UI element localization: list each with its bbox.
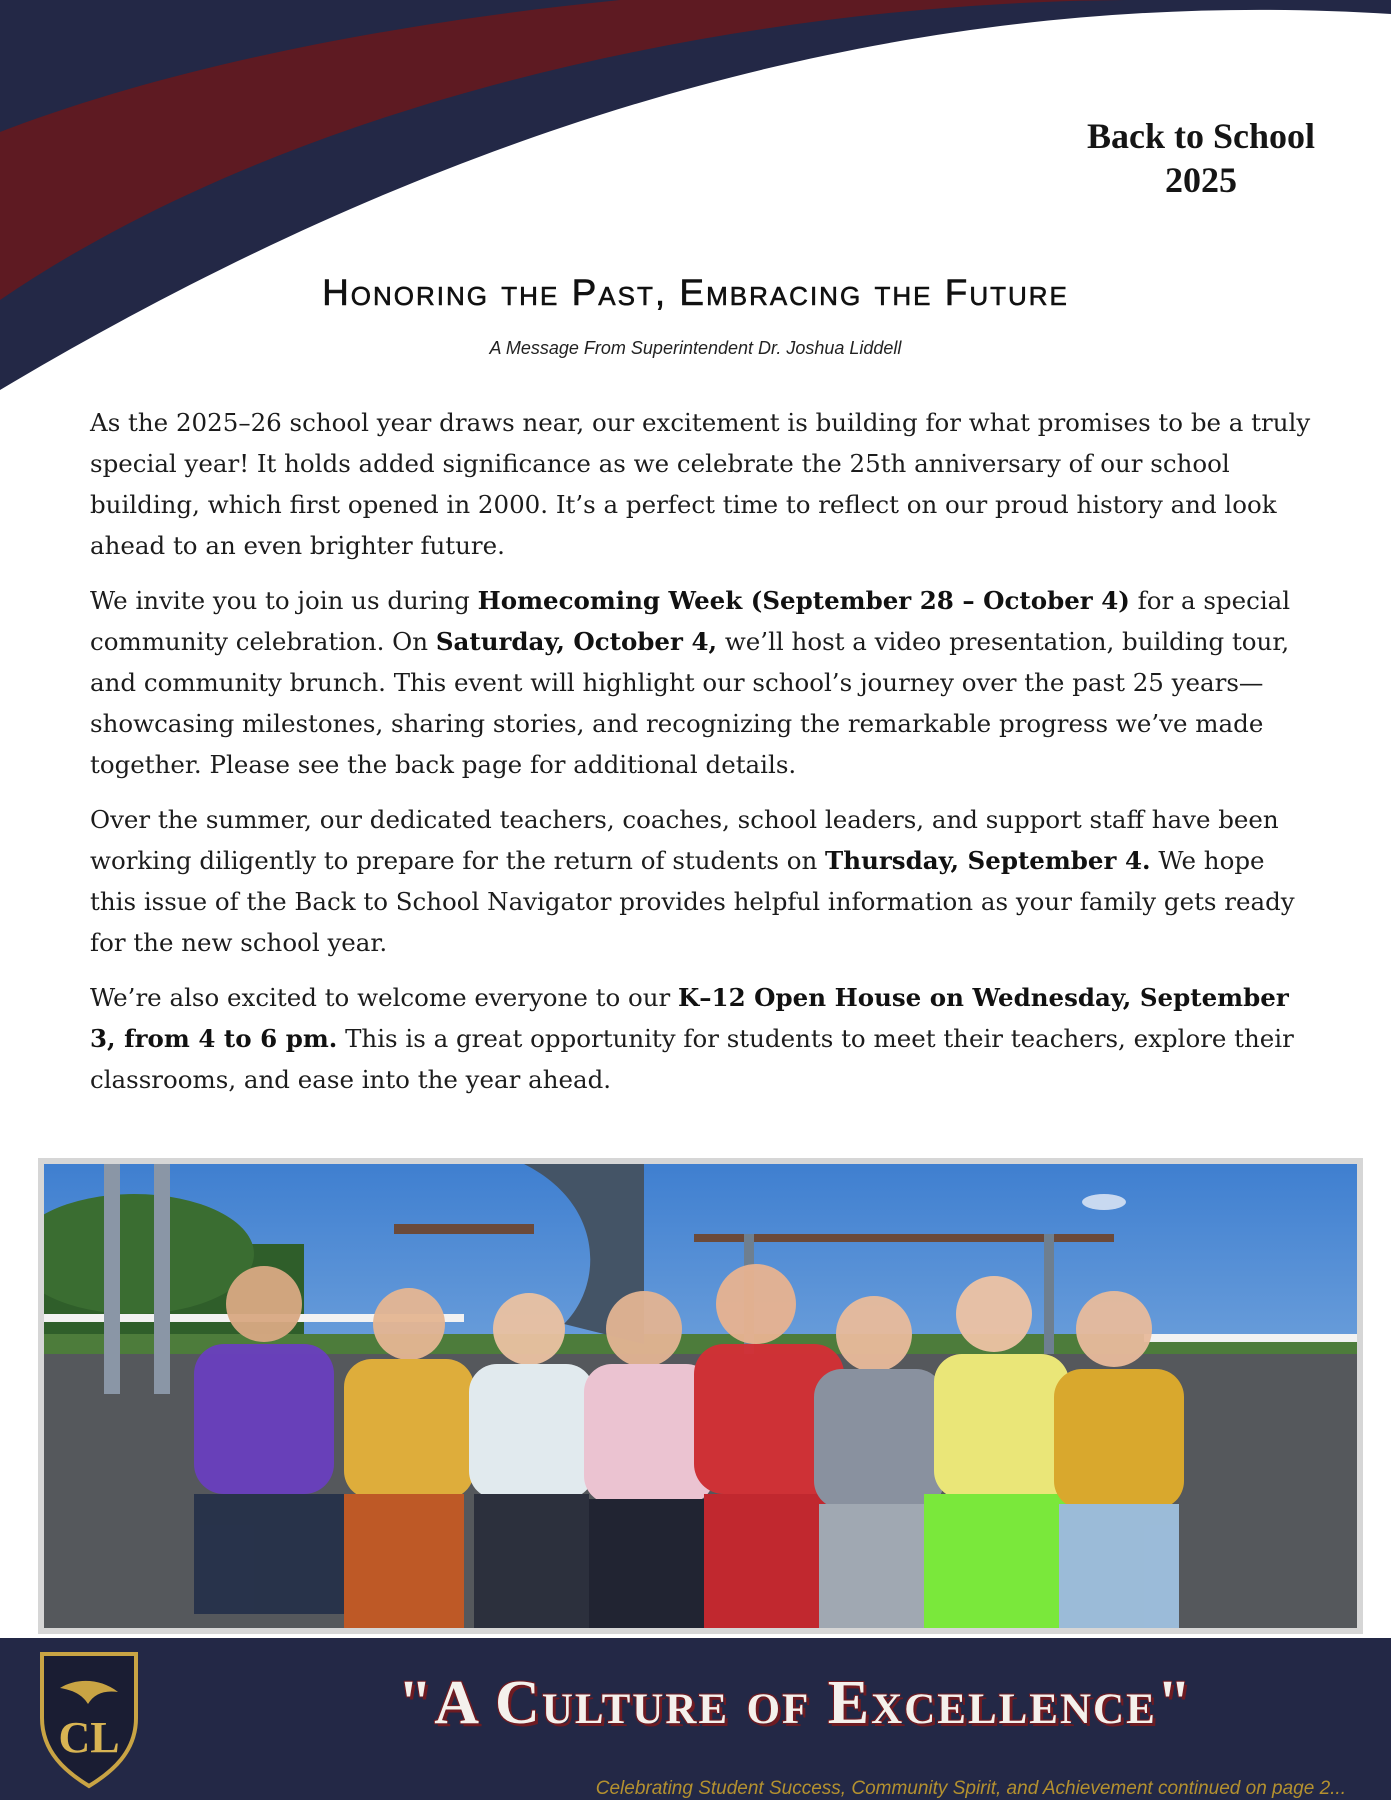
continued-tagline: Celebrating Student Success, Community Spirit, and Achievement continued on page 2...	[595, 1778, 1346, 1799]
text-run: We’re also excited to welcome everyone to our	[90, 983, 679, 1012]
message-body	[90, 402, 1315, 1114]
paragraph-3	[90, 799, 1315, 963]
text-run: for a special community celebration. On	[90, 586, 1291, 656]
text-run: We hope this issue of the Back to School Navigator provides helpful information as your family gets ready for the new school year.	[90, 846, 1295, 957]
byline: A Message From Superintendent Dr. Joshua Liddell	[489, 338, 902, 358]
bold-text-run: K–12 Open House on Wednesday, September 3, from 4 to 6 pm.	[90, 983, 1289, 1053]
paragraph-4	[90, 977, 1315, 1100]
crest-letters: CL	[58, 1713, 120, 1762]
bold-text-run: Homecoming Week (September 28 – October 4)	[477, 586, 1130, 615]
footer-banner	[0, 1638, 1391, 1800]
bold-text-run: Thursday, September 4.	[825, 846, 1151, 875]
issue-label-title: Back to School	[1086, 116, 1315, 156]
school-crest-logo	[38, 1648, 140, 1790]
photo-illustration	[44, 1164, 1357, 1628]
paragraph-1: As the 2025–26 school year draws near, our excitement is building for what promises to be a truly special year! It holds added significance as we celebrate the 25th anniversary of our school building, which first opened in 2000. It’s a perfect time to reflect on our proud history and look ahead to an even brighter future.	[90, 408, 1311, 560]
issue-label-year: 2025	[1164, 160, 1237, 200]
photo-frame	[38, 1158, 1363, 1634]
issue-label	[1087, 114, 1315, 202]
students-playground-photo	[44, 1164, 1357, 1628]
page-headline: Honoring the Past, Embracing the Future	[322, 272, 1069, 313]
bold-text-run: Saturday, October 4,	[435, 627, 718, 656]
text-run: Over the summer, our dedicated teachers, coaches, school leaders, and support staff have been working diligently to prepare for the return of students on	[90, 805, 1279, 875]
motto-banner: "A Culture of Excellence"	[397, 1669, 1194, 1737]
text-run: This is a great opportunity for students to meet their teachers, explore their classrooms, and ease into the year ahead.	[90, 1024, 1294, 1094]
text-run: We invite you to join us during	[90, 586, 478, 615]
paragraph-2	[90, 580, 1315, 785]
text-run: we’ll host a video presentation, building tour, and community brunch. This event will highlight our school’s journey over the past 25 years—showcasing milestones, sharing stories, and recognizing the remarkable progress we’ve made together. Please see the back page for additional details.	[90, 627, 1290, 779]
